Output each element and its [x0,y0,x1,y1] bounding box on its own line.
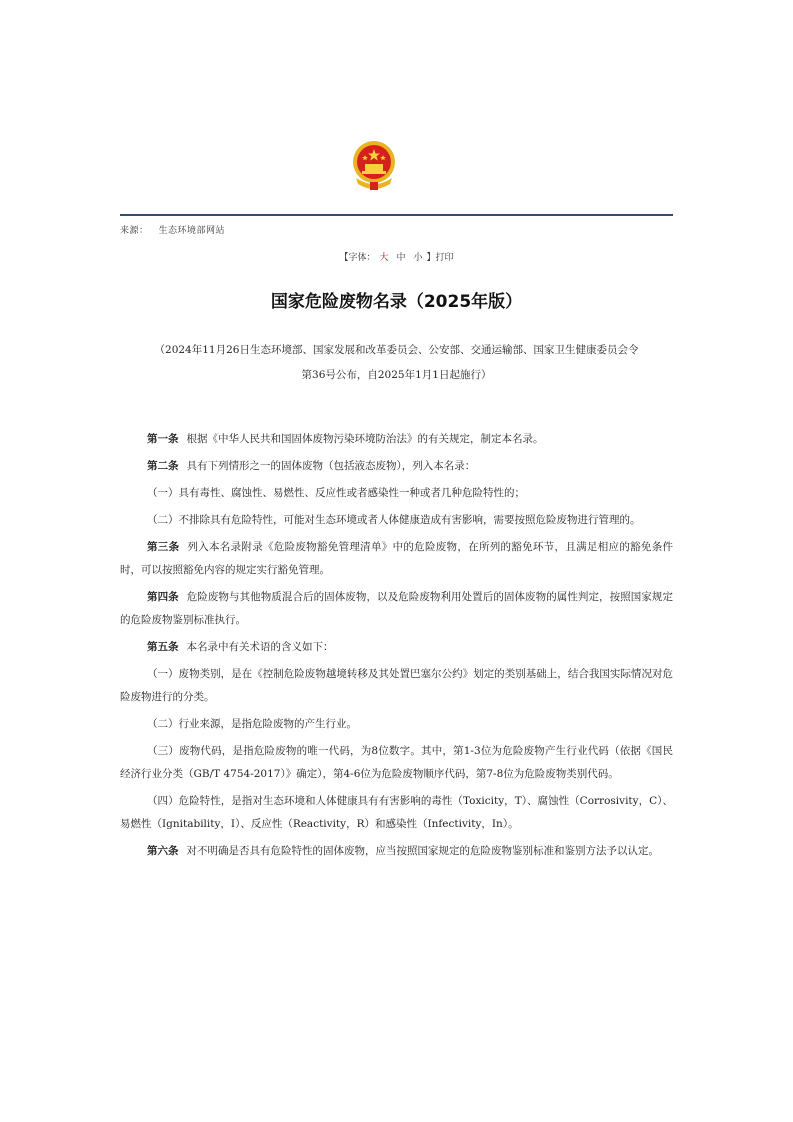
article-text: （四）危险特性，是指对生态环境和人体健康具有有害影响的毒性（Toxicity，T）、腐蚀性（Corrosivity，C）、易燃性（Ignitability，I）、反应性（Reactivity，R）和感染性（Infectivity，In）。 [120,795,673,830]
font-size-suffix: 】 [426,253,436,263]
page-title: 国家危险废物名录（2025年版） [270,292,523,312]
issuance-note [120,338,673,388]
article-lead: 第二条 [147,460,179,472]
article-text: （二）行业来源，是指危险废物的产生行业。 [147,718,357,730]
header-divider [120,214,673,216]
article-text: （二）不排除具有危险特性，可能对生态环境或者人体健康造成有害影响，需要按照危险废物进行管理的。 [147,514,641,526]
font-size-small-link[interactable]: 小 [413,253,423,263]
article-paragraph [120,740,673,786]
article-paragraph [120,663,673,709]
article-paragraph [120,840,673,863]
article-lead: 第五条 [147,641,179,653]
source-value: 生态环境部网站 [158,226,226,236]
article-text: 危险废物与其他物质混合后的固体废物，以及危险废物利用处置后的固体废物的属性判定，按照国家规定的危险废物鉴别标准执行。 [120,591,673,626]
article-paragraph [120,428,673,451]
article-lead: 第一条 [147,433,179,445]
article-lead: 第六条 [147,845,179,857]
document-body [120,428,673,867]
article-text: （三）废物代码，是指危险废物的唯一代码，为8位数字。其中，第1-3位为危险废物产生行业代码（依据《国民经济行业分类（GB/T 4754-2017）》确定），第4-6位为危险废物顺序代码，第7-8位为危险废物类别代码。 [120,745,673,780]
article-text: （一）具有毒性、腐蚀性、易燃性、反应性或者感染性一种或者几种危险特性的； [147,487,525,499]
article-text: 本名录中有关术语的含义如下： [186,641,334,653]
article-paragraph [120,482,673,505]
article-lead: 第四条 [147,591,179,603]
font-size-medium-link[interactable]: 中 [396,253,406,263]
source-label: 来源： [120,226,149,236]
print-link[interactable]: 打印 [435,253,454,263]
font-size-prefix: 【字体： [339,253,376,263]
source-line [120,223,235,236]
article-text: （一）废物类别，是在《控制危险废物越境转移及其处置巴塞尔公约》划定的类别基础上，结合我国实际情况对危险废物进行的分类。 [120,668,673,703]
national-emblem-icon [350,140,398,192]
article-text: 列入本名录附录《危险废物豁免管理清单》中的危险废物，在所列的豁免环节，且满足相应的豁免条件时，可以按照豁免内容的规定实行豁免管理。 [120,541,674,576]
article-text: 对不明确是否具有危险特性的固体废物，应当按照国家规定的危险废物鉴别标准和鉴别方法予以认定。 [186,845,659,857]
article-paragraph [120,713,673,736]
article-paragraph [120,790,673,836]
font-size-large-link[interactable]: 大 [379,253,389,263]
article-paragraph [120,536,673,582]
font-size-toolbar [0,250,793,263]
issuance-note-line-1: （2024年11月26日生态环境部、国家发展和改革委员会、公安部、交通运输部、国家卫生健康委员会令 [154,344,639,356]
article-paragraph [120,455,673,478]
issuance-note-line-2: 第36号公布，自2025年1月1日起施行） [301,369,492,381]
article-paragraph [120,586,673,632]
article-lead: 第三条 [147,541,180,553]
article-paragraph [120,636,673,659]
article-text: 根据《中华人民共和国固体废物污染环境防治法》的有关规定，制定本名录。 [186,433,544,445]
article-paragraph [120,509,673,532]
article-text: 具有下列情形之一的固体废物（包括液态废物），列入本名录： [186,460,476,472]
